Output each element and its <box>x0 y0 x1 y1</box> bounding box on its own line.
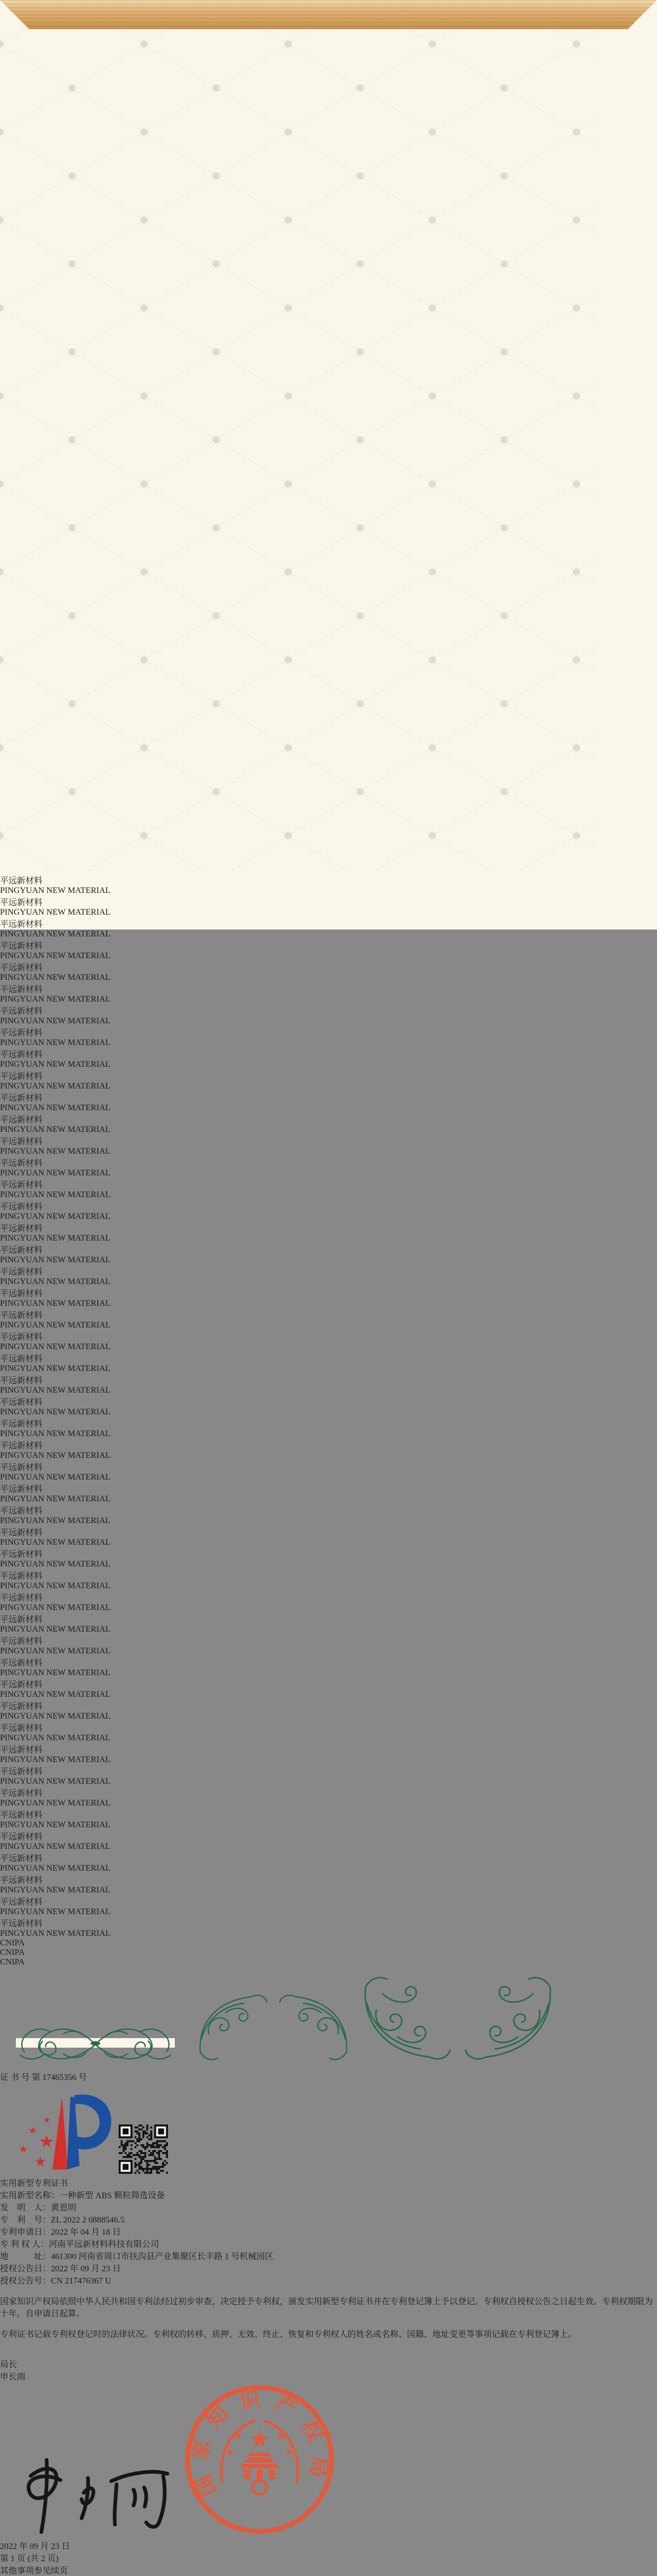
field-patentee <box>0 2237 657 2250</box>
watermark-tile: 平远新材料 PINGYUAN NEW MATERIAL <box>0 1202 111 1221</box>
watermark-tile: 平远新材料 PINGYUAN NEW MATERIAL <box>0 1854 111 1873</box>
page-number: 第 1 页 (共 2 页) <box>0 2554 59 2563</box>
legal-paragraph-2: 专利证书记载专利权登记时的法律状况。专利权的转移、质押、无效、终止、恢复和专利权人的姓名或名称、国籍、地址变更等事项记载在专利登记簿上。 <box>0 2330 577 2339</box>
watermark-tile: 平远新材料 PINGYUAN NEW MATERIAL <box>0 1833 111 1851</box>
field-patent-number <box>0 2213 657 2225</box>
watermark-tile: 平远新材料 PINGYUAN NEW MATERIAL <box>0 1007 111 1025</box>
watermark-tile: 平远新材料 PINGYUAN NEW MATERIAL <box>0 1919 111 1938</box>
watermark-tile: 平远新材料 PINGYUAN NEW MATERIAL <box>0 1355 111 1373</box>
barcode <box>0 2348 657 2358</box>
watermark-tile: 平远新材料 PINGYUAN NEW MATERIAL <box>0 1094 111 1112</box>
field-label: 授权公告号： <box>0 2277 51 2286</box>
watermark-tile: 平远新材料 PINGYUAN NEW MATERIAL <box>0 1659 111 1677</box>
watermark-tile: 平远新材料 PINGYUAN NEW MATERIAL <box>0 1311 111 1330</box>
svg-text:★: ★ <box>276 2430 287 2442</box>
cnipa-watermark: CNIPA <box>0 1958 25 1967</box>
watermark-tile: 平远新材料 PINGYUAN NEW MATERIAL <box>0 1594 111 1612</box>
seal-ring-char: 识 <box>237 2387 262 2414</box>
watermark-tile: 平远新材料 PINGYUAN NEW MATERIAL <box>0 1572 111 1590</box>
watermark-tile: 平远新材料 PINGYUAN NEW MATERIAL <box>0 1420 111 1438</box>
legal-text <box>0 2295 657 2340</box>
svg-text:★: ★ <box>249 2427 270 2453</box>
watermark-tile: 平远新材料 PINGYUAN NEW MATERIAL <box>0 1441 111 1460</box>
watermark-tile: 平远新材料 PINGYUAN NEW MATERIAL <box>0 1072 111 1091</box>
field-value: 河南平远新材料科技有限公司 <box>49 2240 159 2249</box>
svg-text:★: ★ <box>284 2447 294 2458</box>
corner-ornament-bottom-left <box>356 1967 457 2068</box>
watermark-tile: 平远新材料 PINGYUAN NEW MATERIAL <box>0 942 111 960</box>
field-value: 黄恩明 <box>51 2203 77 2212</box>
watermark-tile: 平远新材料 PINGYUAN NEW MATERIAL <box>0 1181 111 1199</box>
watermark-tile: 平远新材料 PINGYUAN NEW MATERIAL <box>0 1767 111 1786</box>
field-label: 授权公告日： <box>0 2264 51 2273</box>
watermark-tile: 平远新材料 PINGYUAN NEW MATERIAL <box>0 1637 111 1656</box>
watermark-tile: 平远新材料 PINGYUAN NEW MATERIAL <box>0 920 111 939</box>
field-utility-model-name <box>0 2189 657 2201</box>
svg-text:★: ★ <box>233 2430 243 2442</box>
watermark-tile: 平远新材料 PINGYUAN NEW MATERIAL <box>0 1224 111 1243</box>
watermark-layer <box>0 874 657 1938</box>
field-address <box>0 2250 657 2262</box>
field-filing-date <box>0 2225 657 2237</box>
watermark-tile: 平远新材料 PINGYUAN NEW MATERIAL <box>0 1789 111 1808</box>
corner-ornament-bottom-right <box>459 1967 560 2068</box>
seal-date: 2022 年 09 月 23 日 <box>0 2542 70 2551</box>
cnipa-watermark: CNIPA <box>0 1938 25 1948</box>
seal-ring-char: 知 <box>202 2402 234 2433</box>
watermark-tile: 平远新材料 PINGYUAN NEW MATERIAL <box>0 1116 111 1134</box>
field-value: 461300 河南省周口市扶沟县产业集聚区长丰路 1 号机械园区 <box>51 2252 274 2261</box>
legal-paragraph-1: 国家知识产权局依照中华人民共和国专利法经过初步审查，决定授予专利权，颁发实用新型专利证书并在专利登记簿上予以登记。专利权自授权公告之日起生效。专利权期限为十年，自申请日起算。 <box>0 2297 653 2318</box>
watermark-tile: 平远新材料 PINGYUAN NEW MATERIAL <box>0 1398 111 1417</box>
watermark-tile: 平远新材料 PINGYUAN NEW MATERIAL <box>0 1050 111 1069</box>
top-center-ornament <box>0 2022 191 2068</box>
official-seal <box>182 2382 337 2537</box>
watermark-tile: 平远新材料 PINGYUAN NEW MATERIAL <box>0 1463 111 1482</box>
watermark-tile: 平远新材料 PINGYUAN NEW MATERIAL <box>0 1137 111 1156</box>
field-label: 专 利 号： <box>0 2216 51 2225</box>
svg-text:★: ★ <box>19 2144 28 2155</box>
wood-frame-top <box>0 0 657 29</box>
watermark-tile: 平远新材料 PINGYUAN NEW MATERIAL <box>0 898 111 917</box>
certificate-number: 证 书 号 第 17465356 号 <box>0 2073 87 2082</box>
wood-frame-bottom <box>0 900 657 930</box>
field-grant-number <box>0 2274 657 2286</box>
seal-ring-char: 权 <box>296 2416 327 2446</box>
watermark-tile: 平远新材料 PINGYUAN NEW MATERIAL <box>0 1159 111 1178</box>
seal-ring-char: 国 <box>191 2471 221 2500</box>
seal-ring-char: 局 <box>305 2455 332 2478</box>
director-title: 局长 <box>0 2360 17 2369</box>
watermark-tile: 平远新材料 PINGYUAN NEW MATERIAL <box>0 963 111 982</box>
field-label: 实用新型名称： <box>0 2191 60 2200</box>
watermark-tile: 平远新材料 PINGYUAN NEW MATERIAL <box>0 1289 111 1308</box>
svg-text:★: ★ <box>28 2125 38 2136</box>
certificate-title: 实用新型专利证书 <box>0 2179 68 2188</box>
svg-text:★: ★ <box>39 2132 55 2151</box>
svg-text:★: ★ <box>226 2447 235 2458</box>
field-label: 发 明 人： <box>0 2203 51 2212</box>
cnipa-logo <box>0 2083 117 2174</box>
field-value: ZL 2022 2 0888546.5 <box>51 2216 125 2225</box>
field-value: 2022 年 04 月 18 日 <box>51 2228 121 2237</box>
watermark-tile: 平远新材料 PINGYUAN NEW MATERIAL <box>0 1724 111 1742</box>
watermark-tile: 平远新材料 PINGYUAN NEW MATERIAL <box>0 1746 111 1764</box>
watermark-tile: 平远新材料 PINGYUAN NEW MATERIAL <box>0 1528 111 1547</box>
field-grant-date <box>0 2262 657 2274</box>
director-signature <box>0 2455 180 2537</box>
corner-ornament-top-left <box>193 1988 272 2068</box>
field-label: 专 利 权 人： <box>0 2240 49 2249</box>
field-inventor <box>0 2201 657 2213</box>
watermark-tile: 平远新材料 PINGYUAN NEW MATERIAL <box>0 1485 111 1503</box>
watermark-tile: 平远新材料 PINGYUAN NEW MATERIAL <box>0 877 111 895</box>
seal-ring-char: 产 <box>271 2391 300 2421</box>
watermark-tile: 平远新材料 PINGYUAN NEW MATERIAL <box>0 1811 111 1829</box>
watermark-tile: 平远新材料 PINGYUAN NEW MATERIAL <box>0 1029 111 1047</box>
director-block <box>0 2358 657 2382</box>
lattice-pattern <box>0 0 599 871</box>
watermark-tile: 平远新材料 PINGYUAN NEW MATERIAL <box>0 1550 111 1569</box>
watermark-tile: 平远新材料 PINGYUAN NEW MATERIAL <box>0 985 111 1004</box>
corner-ornament-top-right <box>274 1988 354 2068</box>
svg-text:★: ★ <box>42 2116 51 2125</box>
watermark-tile: 平远新材料 PINGYUAN NEW MATERIAL <box>0 1376 111 1395</box>
field-label: 专利申请日： <box>0 2228 51 2237</box>
svg-text:★: ★ <box>34 2154 47 2170</box>
watermark-tile: 平远新材料 PINGYUAN NEW MATERIAL <box>0 1898 111 1916</box>
watermark-tile: 平远新材料 PINGYUAN NEW MATERIAL <box>0 1615 111 1634</box>
qr-code <box>119 2124 168 2174</box>
director-name: 申长雨 <box>0 2373 26 2382</box>
watermark-tile: 平远新材料 PINGYUAN NEW MATERIAL <box>0 1680 111 1699</box>
field-value: 2022 年 09 月 23 日 <box>51 2264 121 2273</box>
watermark-tile: 平远新材料 PINGYUAN NEW MATERIAL <box>0 1333 111 1351</box>
seal-ring-char: 家 <box>188 2437 215 2462</box>
watermark-tile: 平远新材料 PINGYUAN NEW MATERIAL <box>0 1876 111 1895</box>
field-label: 地 址： <box>0 2252 51 2261</box>
watermark-tile: 平远新材料 PINGYUAN NEW MATERIAL <box>0 1702 111 1721</box>
watermark-tile: 平远新材料 PINGYUAN NEW MATERIAL <box>0 1507 111 1525</box>
field-value: CN 217476367 U <box>51 2277 111 2286</box>
watermark-tile: 平远新材料 PINGYUAN NEW MATERIAL <box>0 1246 111 1264</box>
cnipa-watermark: CNIPA <box>0 1948 25 1957</box>
continuation-note: 其他事项参见续页 <box>0 2566 68 2575</box>
field-value: 一种新型 ABS 颗粒筛选设备 <box>59 2191 165 2200</box>
watermark-tile: 平远新材料 PINGYUAN NEW MATERIAL <box>0 1268 111 1286</box>
